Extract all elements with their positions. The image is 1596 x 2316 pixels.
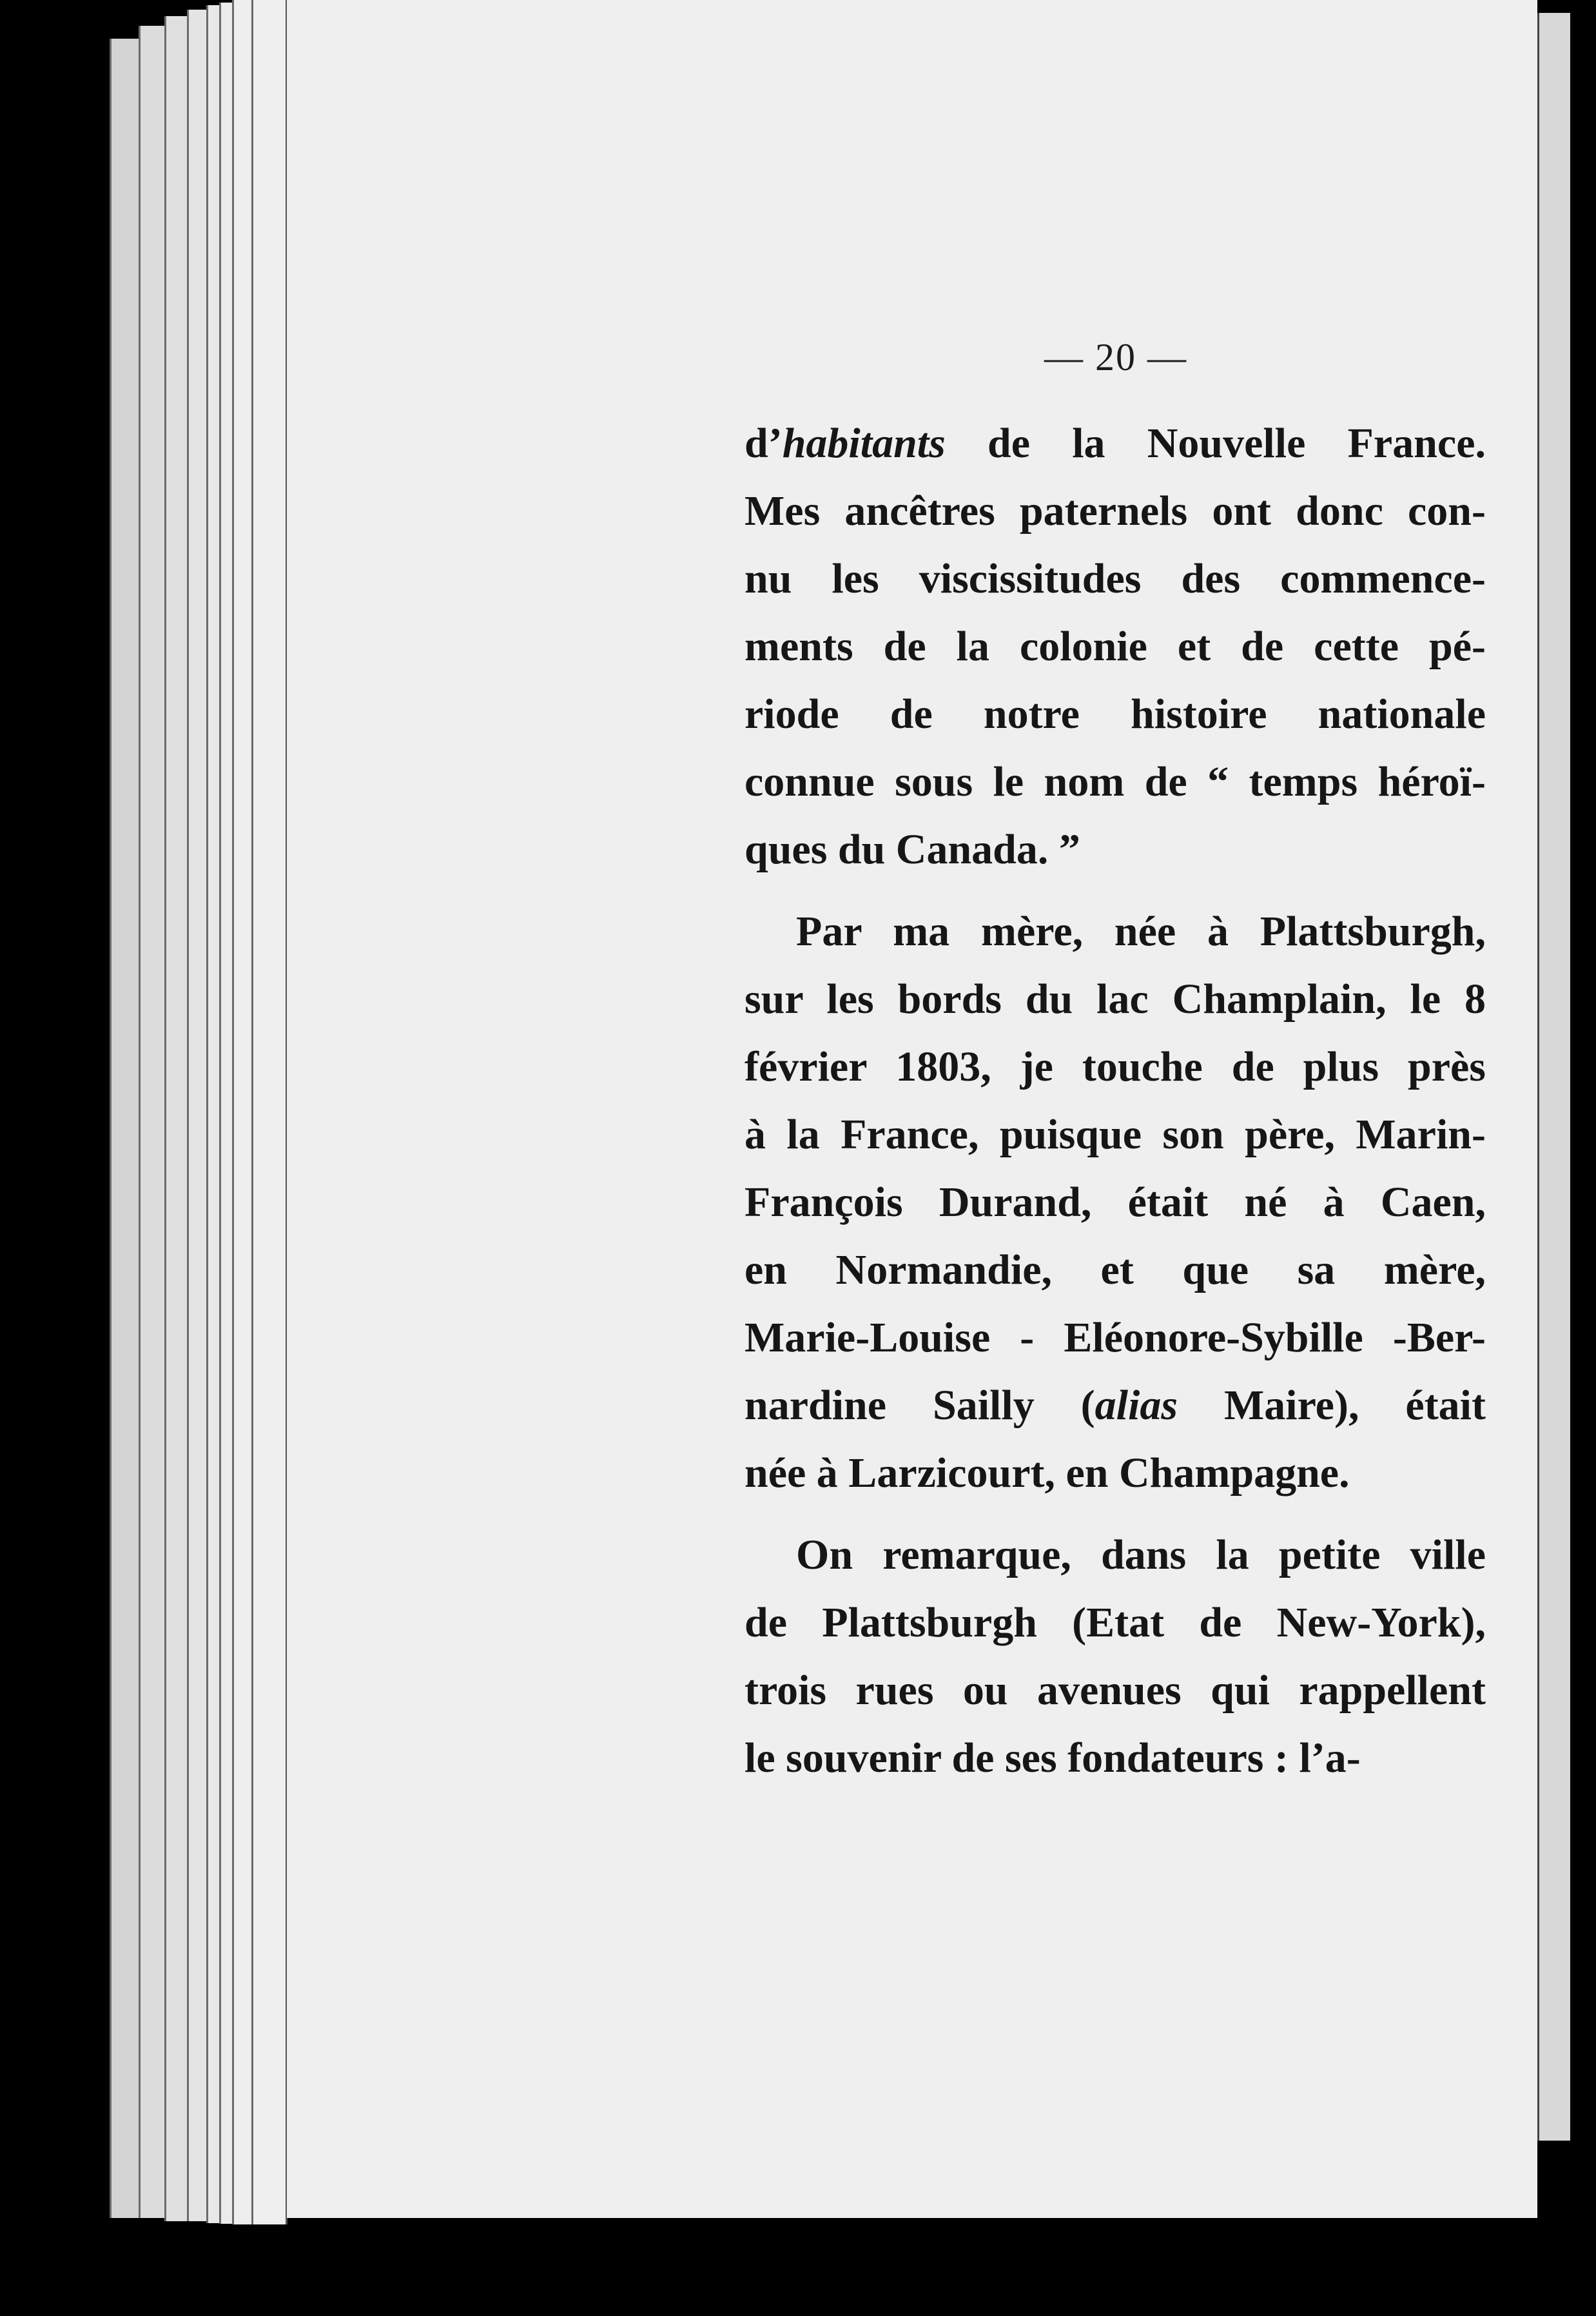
text-line: de Plattsburgh (Etat de New-York), xyxy=(744,1599,1486,1646)
facing-page-edge xyxy=(1537,13,1570,2141)
text-line: ments de la colonie et de cette pé- xyxy=(744,623,1486,670)
text-line: sur les bords du lac Champlain, le 8 xyxy=(744,976,1486,1023)
text-line: Mes ancêtres paternels ont donc con- xyxy=(744,487,1486,535)
text-line: née à Larzicourt, en Champagne. xyxy=(744,1449,1350,1497)
text-line: nu les viscissitudes des commence- xyxy=(744,555,1486,602)
text-line: trois rues ou avenues qui rappellent xyxy=(744,1667,1486,1714)
page-edge xyxy=(251,0,287,2224)
paragraph xyxy=(744,409,1486,883)
body-text xyxy=(744,409,1486,1806)
text-line: connue sous le nom de “ temps héroï- xyxy=(744,758,1486,805)
text-line: Marie-Louise - Eléonore-Sybille -Ber- xyxy=(744,1314,1486,1361)
text-line: le souvenir de ses fondateurs : l’a- xyxy=(744,1734,1361,1781)
text-line: février 1803, je touche de plus près xyxy=(744,1043,1486,1090)
text-line: Par ma mère, née à Plattsburgh, xyxy=(796,908,1486,955)
text-line: d’habitants de la Nouvelle France. xyxy=(744,420,1486,467)
paragraph xyxy=(744,898,1486,1507)
text-line: nardine Sailly (alias Maire), était xyxy=(744,1382,1486,1429)
text-line: à la France, puisque son père, Marin- xyxy=(744,1111,1486,1158)
text-line: ques du Canada. ” xyxy=(744,826,1080,873)
text-line: en Normandie, et que sa mère, xyxy=(744,1246,1486,1293)
text-line: On remarque, dans la petite ville xyxy=(796,1531,1486,1578)
text-line: riode de notre histoire nationale xyxy=(744,691,1486,738)
paragraph xyxy=(744,1521,1486,1792)
text-line: François Durand, était né à Caen, xyxy=(744,1179,1486,1226)
page-number: — 20 — xyxy=(1044,336,1187,378)
